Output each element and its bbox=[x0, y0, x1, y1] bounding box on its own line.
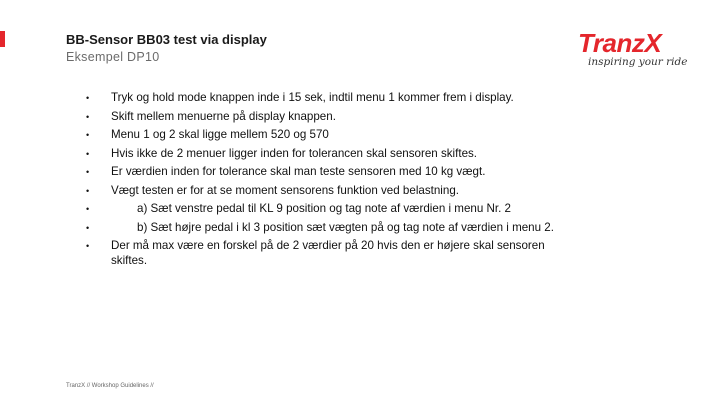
tranzx-logo bbox=[578, 30, 696, 70]
logo-tagline: inspiring your ride bbox=[588, 56, 688, 68]
bullet-icon: • bbox=[86, 222, 90, 233]
bullet-list bbox=[86, 91, 556, 272]
list-item-text: Der må max være en forskel på de 2 værdier på 20 hvis den er højere skal sensoren skiftes. bbox=[111, 239, 545, 267]
bullet-icon: • bbox=[86, 204, 90, 214]
list-item bbox=[86, 184, 556, 199]
bullet-icon: • bbox=[86, 241, 90, 251]
list-item-text: Er værdien inden for tolerance skal man teste sensoren med 10 kg vægt. bbox=[111, 165, 486, 178]
bullet-icon: • bbox=[86, 167, 90, 177]
list-item bbox=[86, 239, 556, 268]
list-item bbox=[86, 221, 556, 236]
list-item bbox=[86, 91, 556, 106]
list-item-text: Vægt testen er for at se moment sensorens funktion ved belastning. bbox=[111, 183, 460, 197]
bullet-icon: • bbox=[86, 93, 90, 103]
list-item-text: Menu 1 og 2 skal ligge mellem 520 og 570 bbox=[111, 128, 329, 141]
list-item bbox=[86, 128, 556, 143]
list-item-text: b) Sæt højre pedal i kl 3 position sæt vægten på og tag note af værdien i menu 2. bbox=[137, 220, 554, 234]
footer-text: TranzX // Workshop Guidelines // bbox=[66, 383, 154, 389]
logo-wordmark: TranzX bbox=[578, 28, 662, 58]
accent-bar bbox=[0, 31, 5, 47]
list-item-text: Skift mellem menuerne på display knappen. bbox=[111, 109, 336, 123]
bullet-icon: • bbox=[86, 148, 90, 159]
bullet-icon: • bbox=[86, 185, 90, 196]
list-item-text: Tryk og hold mode knappen inde i 15 sek, indtil menu 1 kommer frem i display. bbox=[111, 91, 514, 104]
bullet-icon: • bbox=[86, 111, 90, 122]
list-item-text: Hvis ikke de 2 menuer ligger inden for tolerancen skal sensoren skiftes. bbox=[111, 146, 478, 160]
list-item bbox=[86, 110, 556, 125]
list-item bbox=[86, 147, 556, 162]
slide-subtitle: Eksempel DP10 bbox=[66, 50, 160, 64]
list-item-text: a) Sæt venstre pedal til KL 9 position og tag note af værdien i menu Nr. 2 bbox=[137, 202, 511, 215]
list-item bbox=[86, 165, 556, 180]
slide-title: BB-Sensor BB03 test via display bbox=[66, 32, 267, 47]
bullet-icon: • bbox=[86, 130, 90, 140]
list-item bbox=[86, 202, 556, 217]
